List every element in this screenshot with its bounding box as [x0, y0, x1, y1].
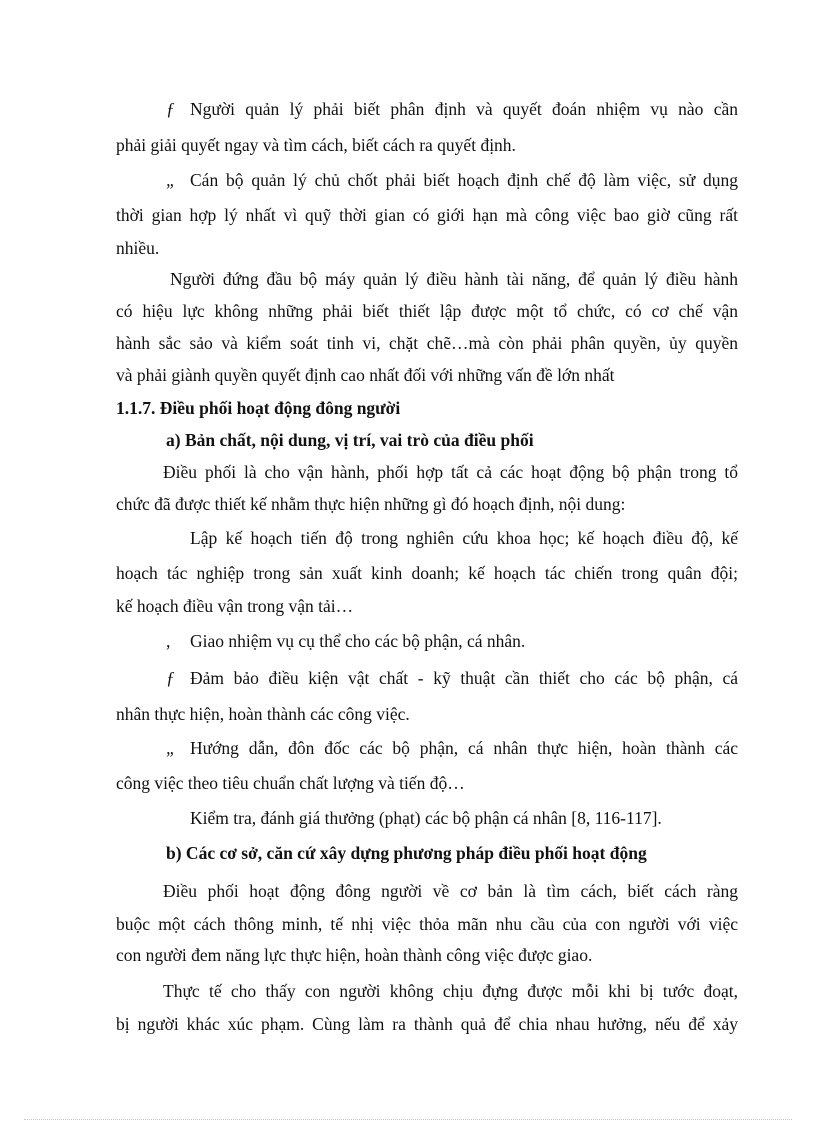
- paragraph-line: [166, 737, 738, 759]
- subsection-heading: a) Bản chất, nội dung, vị trí, vai trò của điều phối: [166, 430, 534, 450]
- section-heading: 1.1.7. Điều phối hoạt động đông người: [116, 398, 401, 418]
- paragraph-line: Kiểm tra, đánh giá thưởng (phạt) các bộ phận cá nhân [8, 116-117].: [190, 808, 662, 828]
- paragraph-line: nhân thực hiện, hoàn thành các công việc.: [116, 704, 410, 724]
- bullet-marker: „: [166, 170, 176, 190]
- paragraph-line: buộc một cách thông minh, tế nhị việc thỏa mãn nhu cầu của con người với việc: [116, 914, 738, 934]
- text-run: Hướng dẫn, đôn đốc các bộ phận, cá nhân thực hiện, hoàn thành các: [190, 738, 738, 758]
- subsection-heading: b) Các cơ sở, căn cứ xây dựng phương pháp điều phối hoạt động: [166, 843, 647, 863]
- bullet-marker: „: [166, 738, 176, 758]
- text-run: Đảm bảo điều kiện vật chất - kỹ thuật cần thiết cho các bộ phận, cá: [190, 668, 738, 688]
- paragraph-line: [166, 667, 738, 689]
- paragraph-line: hoạch tác nghiệp trong sản xuất kinh doanh; kế hoạch tác chiến trong quân đội;: [116, 563, 738, 583]
- paragraph-line: kế hoạch điều vận trong vận tải…: [116, 596, 354, 616]
- paragraph-line: Điều phối hoạt động đông người về cơ bản là tìm cách, biết cách ràng: [163, 881, 738, 901]
- page-bottom-divider: [24, 1119, 792, 1120]
- paragraph-line: con người đem năng lực thực hiện, hoàn thành công việc được giao.: [116, 945, 593, 965]
- paragraph-line: Lập kế hoạch tiến độ trong nghiên cứu khoa học; kế hoạch điều độ, kế: [190, 528, 738, 548]
- text-run: Giao nhiệm vụ cụ thể cho các bộ phận, cá nhân.: [190, 631, 526, 651]
- paragraph-line: phải giải quyết ngay và tìm cách, biết cách ra quyết định.: [116, 135, 516, 155]
- paragraph-line: công việc theo tiêu chuẩn chất lượng và tiến độ…: [116, 773, 465, 793]
- paragraph-line: bị người khác xúc phạm. Cùng làm ra thành quả để chia nhau hưởng, nếu để xảy: [116, 1014, 738, 1034]
- paragraph-line: và phải giành quyền quyết định cao nhất đối với những vấn đề lớn nhất: [116, 365, 615, 385]
- paragraph-line: [166, 169, 738, 191]
- paragraph-line: Điều phối là cho vận hành, phối hợp tất cả các hoạt động bộ phận trong tổ: [163, 462, 738, 482]
- bullet-marker: ,: [166, 631, 171, 651]
- text-run: Người quản lý phải biết phân định và quyết đoán nhiệm vụ nào cần: [190, 99, 738, 119]
- paragraph-line: thời gian hợp lý nhất vì quỹ thời gian có giới hạn mà công việc bao giờ cũng rất: [116, 205, 738, 225]
- paragraph-line: Người đứng đầu bộ máy quản lý điều hành tài năng, để quản lý điều hành: [170, 269, 738, 289]
- paragraph-line: chức đã được thiết kế nhằm thực hiện những gì đó hoạch định, nội dung:: [116, 494, 626, 514]
- paragraph-line: hành sắc sảo và kiểm soát tinh vi, chặt chẽ…mà còn phải phân quyền, ủy quyền: [116, 333, 738, 353]
- paragraph-line: nhiều.: [116, 238, 160, 258]
- paragraph-line: Thực tế cho thấy con người không chịu đựng được mỗi khi bị tước đoạt,: [163, 981, 738, 1001]
- text-run: Cán bộ quản lý chủ chốt phải biết hoạch định chế độ làm việc, sử dụng: [190, 170, 738, 190]
- paragraph-line: [166, 630, 525, 652]
- bullet-marker: ƒ: [166, 99, 175, 119]
- paragraph-line: [166, 98, 738, 120]
- bullet-marker: ƒ: [166, 668, 175, 688]
- paragraph-line: có hiệu lực không những phải biết thiết lập được một tổ chức, có cơ chế vận: [116, 301, 738, 321]
